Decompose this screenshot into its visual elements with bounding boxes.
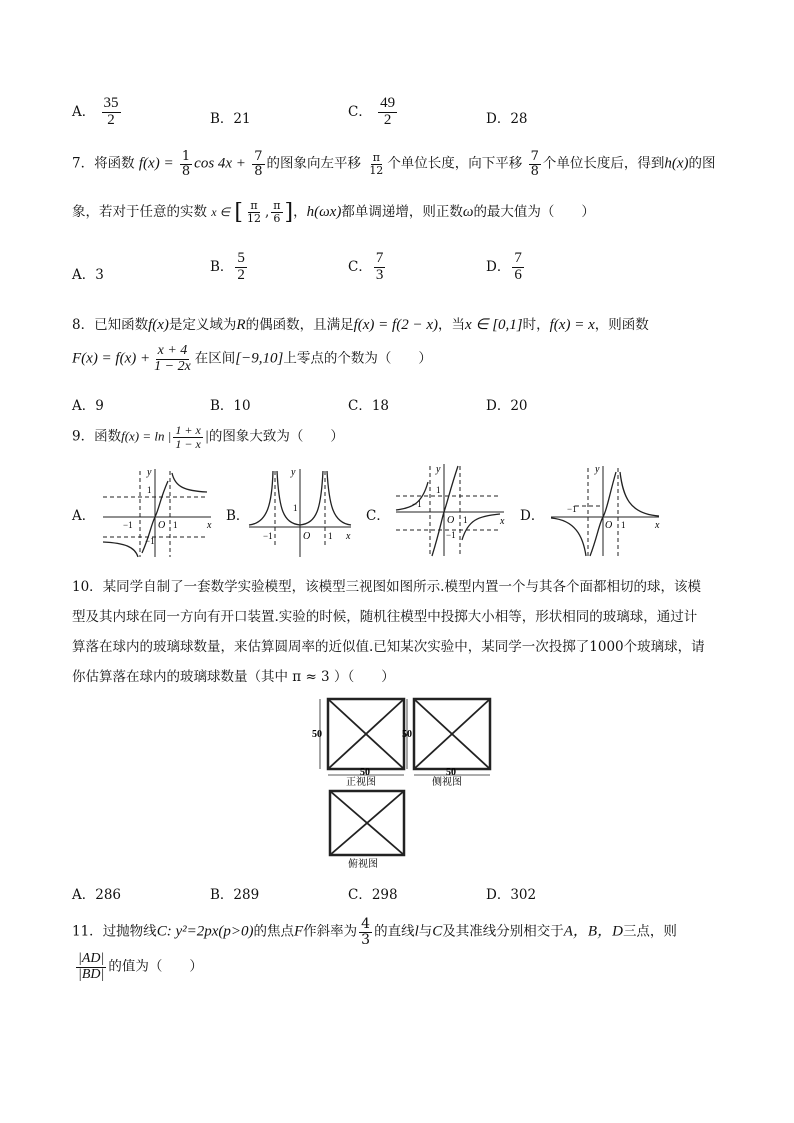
q8-stem-line1: 8．已知函数f(x)是定义域为R的偶函数，且满足f(x) = f(2 − x)，当x ∈ [0,1]时，f(x) = x，则函数 — [72, 317, 649, 333]
y-label: y — [436, 464, 441, 475]
origin-label: O — [158, 520, 166, 531]
q6-option-c[interactable]: C． $\frac{49}{2}$ — [348, 95, 396, 128]
origin-label: O — [447, 515, 455, 526]
tick-label: −1 — [446, 530, 456, 540]
curve — [249, 471, 273, 525]
q9-option-a-label[interactable]: A． — [72, 508, 96, 524]
q7-option-a[interactable]: A．3 — [72, 267, 104, 283]
curve — [103, 542, 138, 557]
x-label: x — [207, 520, 212, 531]
q6-option-b[interactable]: B．21 — [210, 111, 251, 127]
tick-label: −1 — [263, 531, 273, 541]
curve — [327, 471, 351, 525]
tick-label: 1 — [463, 515, 468, 525]
q6-option-d[interactable]: D．28 — [486, 111, 528, 127]
q10-stem-line3: 算落在球内的玻璃球数量，来估算圆周率的近似值.已知某次实验中，某同学一次投掷了1000个玻璃球，请 — [72, 639, 705, 655]
q10-stem-line2: 型及其内球在同一方向有开口装置.实验的时候，随机往模型中投掷大小相等，形状相同的玻璃球，通过计 — [72, 609, 698, 625]
x-label: x — [655, 520, 660, 531]
curve — [551, 518, 586, 556]
curve — [432, 466, 458, 556]
q7-stem-line1: 7．将函数 f(x) = $\frac{1}{8}$ cos 4x + $\frac{7}{8}$ 的图象向左平移 $\frac{\pi}{12}$ 个单位长度，向下平移 $\frac{7}{8}$ 个单位长度后，得到h(x)的图 — [72, 149, 716, 179]
front-view — [312, 699, 404, 788]
side-view-caption: 侧视图 — [432, 777, 462, 788]
curve — [620, 472, 659, 516]
x-label: x — [500, 516, 505, 527]
tick-label: 1 — [173, 520, 178, 530]
fraction: $\frac{35}{2}$ — [103, 95, 119, 128]
q11-stem-line2: $\frac{|AD|}{|BD|}$ 的值为（ ） — [78, 951, 203, 982]
q10-option-b[interactable]: B．289 — [210, 887, 260, 903]
q7-option-b[interactable]: B． $\frac{5}{2}$ — [210, 250, 245, 283]
q9-option-c-label[interactable]: C． — [366, 508, 390, 524]
y-label: y — [291, 467, 296, 478]
q8-option-c[interactable]: C．18 — [348, 398, 390, 414]
q8-option-a[interactable]: A．9 — [72, 398, 104, 414]
y-label: y — [595, 464, 600, 475]
dimension-label: 50 — [360, 767, 370, 778]
q8-option-d[interactable]: D．20 — [486, 398, 528, 414]
tick-label: 1 — [293, 503, 298, 513]
q10-stem-line1: 10．某同学自制了一套数学实验模型，该模型三视图如图所示.模型内置一个与其各个面都相切的球，该模 — [72, 579, 701, 595]
q8-option-b[interactable]: B．10 — [210, 398, 251, 414]
front-view-caption: 正视图 — [346, 777, 376, 788]
dimension-label: 50 — [446, 767, 456, 778]
q9-graph-a[interactable] — [95, 465, 215, 560]
q8-stem-line2: F(x) = f(x) + $\frac{x + 4}{1 - 2x}$ 在区间[−9,10]上零点的个数为（ ） — [72, 343, 432, 374]
q11-stem-line1: 11．过抛物线C: y²=2px(p>0)的焦点F作斜率为 $\frac{4}{3}$ 的直线l与C及其准线分别相交于A，B，D三点，则 — [72, 916, 677, 948]
q9-option-b-label[interactable]: B． — [226, 508, 250, 524]
origin-label: O — [303, 531, 311, 542]
q6-option-a[interactable]: A． $\frac{35}{2}$ — [72, 95, 119, 128]
dimension-label: 50 — [312, 729, 322, 740]
q10-option-c[interactable]: C．298 — [348, 887, 398, 903]
q9-stem: 9．函数f(x) = ln | $\frac{1 + x}{1 - x}$ |的图象大致为（ ） — [72, 423, 344, 451]
tick-label: 1 — [621, 520, 626, 530]
curve — [172, 473, 207, 492]
top-view — [330, 791, 404, 870]
q10-three-views — [310, 695, 500, 870]
x-label: x — [346, 531, 351, 542]
q9-option-d-label[interactable]: D． — [520, 508, 545, 524]
origin-label: O — [605, 520, 613, 531]
tick-label: −1 — [145, 536, 155, 546]
q10-stem-line4: 你估算落在球内的玻璃球数量（其中 π ≈ 3 ）（ ） — [72, 669, 395, 685]
curve — [462, 514, 500, 540]
q10-option-a[interactable]: A．286 — [72, 887, 122, 903]
y-label: y — [147, 467, 152, 478]
tick-label: −1 — [123, 520, 133, 530]
q9-graph-b[interactable] — [245, 465, 355, 560]
q9-graph-d[interactable] — [545, 462, 665, 560]
q10-option-d[interactable]: D．302 — [486, 887, 537, 903]
tick-label: −1 — [567, 504, 577, 514]
tick-label: 1 — [328, 531, 333, 541]
tick-label: 1 — [147, 485, 152, 495]
tick-label: 1 — [436, 485, 441, 495]
q7-option-c[interactable]: C． $\frac{7}{3}$ — [348, 250, 384, 283]
q9-graph-c[interactable] — [388, 460, 508, 560]
dimension-label: 50 — [402, 729, 412, 740]
fraction: $\frac{49}{2}$ — [380, 95, 396, 128]
top-view-caption: 俯视图 — [348, 859, 378, 870]
side-view — [402, 699, 490, 788]
q7-stem-line2: 象，若对于任意的实数 x ∈ [ $\frac{\pi}{12}$ , $\frac{\pi}{6}$ ]，h(ωx)都单调递增，则正数ω的最大值为（ ） — [72, 199, 595, 225]
tick-label: −1 — [412, 499, 422, 509]
q7-option-d[interactable]: D． $\frac{7}{6}$ — [486, 250, 522, 283]
